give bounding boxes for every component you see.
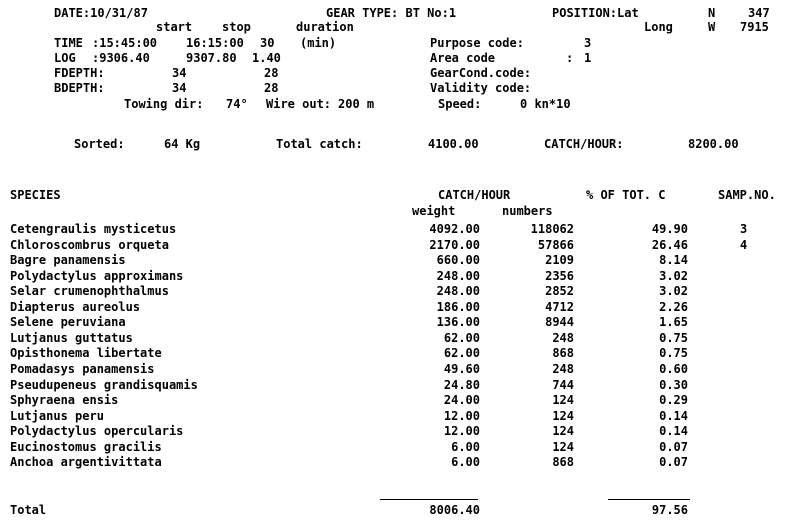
time-label: TIME [54, 36, 83, 50]
gear-type-text: GEAR TYPE: BT No:1 [326, 6, 457, 20]
numbers-value: 868 [552, 455, 574, 469]
total-catch-label: Total catch: [276, 137, 363, 151]
area-label: Area code [430, 51, 496, 65]
numbers-value: 124 [552, 440, 574, 454]
weight-value: 24.00 [443, 393, 480, 407]
pct-value: 3.02 [659, 284, 688, 298]
numbers-value: 4712 [545, 300, 574, 314]
species-column-header: SPECIES [10, 188, 61, 202]
towing-label: Towing dir: [124, 97, 204, 111]
towing-value: 74° [226, 97, 248, 111]
sorted-label: Sorted: [74, 137, 125, 151]
catch-hour-label: CATCH/HOUR: [544, 137, 624, 151]
purpose-label: Purpose code: [430, 36, 524, 50]
samp-value: 3 [740, 222, 748, 236]
fdepth-stop: 28 [264, 66, 279, 80]
numbers-value: 868 [552, 346, 574, 360]
time-unit: (min) [300, 36, 337, 50]
position-lat-label: POSITION:Lat [552, 6, 639, 20]
fdepth-start: 34 [172, 66, 187, 80]
weight-value: 248.00 [436, 269, 480, 283]
wire-value: 200 m [338, 97, 375, 111]
species-name: Pomadasys panamensis [10, 362, 155, 376]
numbers-value: 248 [552, 362, 574, 376]
area-value: 1 [584, 51, 592, 65]
fdepth-label: FDEPTH: [54, 66, 105, 80]
pct-value: 0.07 [659, 455, 688, 469]
total-weight: 8006.40 [429, 503, 480, 517]
weight-value: 12.00 [443, 409, 480, 423]
purpose-value: 3 [584, 36, 592, 50]
numbers-value: 124 [552, 393, 574, 407]
pct-value: 1.65 [659, 315, 688, 329]
log-duration: 1.40 [252, 51, 281, 65]
gearcond-label: GearCond.code: [430, 66, 532, 80]
species-name: Sphyraena ensis [10, 393, 119, 407]
species-name: Pseudupeneus grandisquamis [10, 378, 198, 392]
weight-value: 186.00 [436, 300, 480, 314]
catch-hour-value: 8200.00 [688, 137, 739, 151]
species-name: Selar crumenophthalmus [10, 284, 169, 298]
weight-value: 6.00 [451, 455, 480, 469]
total-pct: 97.56 [651, 503, 688, 517]
long-label: Long [644, 20, 673, 34]
total-label: Total [10, 503, 47, 517]
pct-value: 0.75 [659, 331, 688, 345]
species-name: Bagre panamensis [10, 253, 126, 267]
time-start: :15:45:00 [92, 36, 158, 50]
numbers-value: 8944 [545, 315, 574, 329]
catch-hour-column-header: CATCH/HOUR [438, 188, 511, 202]
speed-value: 0 kn*10 [520, 97, 571, 111]
bdepth-stop: 28 [264, 81, 279, 95]
numbers-value: 744 [552, 378, 574, 392]
long-hemisphere: W [708, 20, 716, 34]
numbers-value: 57866 [537, 238, 574, 252]
bdepth-label: BDEPTH: [54, 81, 105, 95]
weight-value: 2170.00 [429, 238, 480, 252]
weight-subheader: weight [412, 204, 456, 218]
weight-value: 49.60 [443, 362, 480, 376]
pct-value: 0.60 [659, 362, 688, 376]
sorted-value: 64 Kg [164, 137, 201, 151]
pct-value: 0.30 [659, 378, 688, 392]
species-name: Diapterus aureolus [10, 300, 141, 314]
time-stop: 16:15:00 [186, 36, 244, 50]
numbers-value: 2356 [545, 269, 574, 283]
weight-value: 24.80 [443, 378, 480, 392]
start-label: start [156, 20, 193, 34]
weight-value: 248.00 [436, 284, 480, 298]
date-text: DATE:10/31/87 [54, 6, 148, 20]
duration-label: duration [296, 20, 354, 34]
pct-value: 3.02 [659, 269, 688, 283]
weight-value: 4092.00 [429, 222, 480, 236]
stop-label: stop [222, 20, 251, 34]
pct-value: 0.75 [659, 346, 688, 360]
species-name: Chloroscombrus orqueta [10, 238, 169, 252]
species-name: Selene peruviana [10, 315, 126, 329]
pct-value: 0.14 [659, 424, 688, 438]
numbers-value: 2109 [545, 253, 574, 267]
species-name: Cetengraulis mysticetus [10, 222, 177, 236]
pct-value: 49.90 [651, 222, 688, 236]
weight-value: 136.00 [436, 315, 480, 329]
weight-value: 12.00 [443, 424, 480, 438]
pct-value: 0.29 [659, 393, 688, 407]
species-name: Lutjanus peru [10, 409, 104, 423]
weight-value: 6.00 [451, 440, 480, 454]
species-name: Opisthonema libertate [10, 346, 162, 360]
species-name: Polydactylus approximans [10, 269, 184, 283]
numbers-value: 248 [552, 331, 574, 345]
numbers-value: 124 [552, 424, 574, 438]
log-label: LOG [54, 51, 76, 65]
numbers-value: 118062 [530, 222, 574, 236]
numbers-subheader: numbers [502, 204, 553, 218]
validity-label: Validity code: [430, 81, 532, 95]
speed-label: Speed: [438, 97, 482, 111]
pct-value: 2.26 [659, 300, 688, 314]
species-name: Polydactylus opercularis [10, 424, 184, 438]
bdepth-start: 34 [172, 81, 187, 95]
log-stop: 9307.80 [186, 51, 237, 65]
numbers-value: 124 [552, 409, 574, 423]
species-name: Anchoa argentivittata [10, 455, 162, 469]
lat-hemisphere: N [708, 6, 716, 20]
weight-value: 62.00 [443, 346, 480, 360]
samp-column-header: SAMP.NO. [718, 188, 776, 202]
pct-value: 0.07 [659, 440, 688, 454]
log-start: :9306.40 [92, 51, 150, 65]
wire-label: Wire out: [266, 97, 332, 111]
area-separator: : [566, 51, 574, 65]
weight-value: 62.00 [443, 331, 480, 345]
numbers-value: 2852 [545, 284, 574, 298]
pct-value: 8.14 [659, 253, 688, 267]
total-catch-value: 4100.00 [428, 137, 479, 151]
samp-value: 4 [740, 238, 748, 252]
species-name: Eucinostomus gracilis [10, 440, 162, 454]
long-value: 7915 [740, 20, 769, 34]
species-name: Lutjanus guttatus [10, 331, 133, 345]
pct-total-rule [608, 499, 690, 500]
weight-total-rule [380, 499, 478, 500]
time-duration: 30 [260, 36, 275, 50]
lat-value: 347 [748, 6, 770, 20]
pct-value: 26.46 [651, 238, 688, 252]
pct-column-header: % OF TOT. C [586, 188, 666, 202]
pct-value: 0.14 [659, 409, 688, 423]
weight-value: 660.00 [436, 253, 480, 267]
